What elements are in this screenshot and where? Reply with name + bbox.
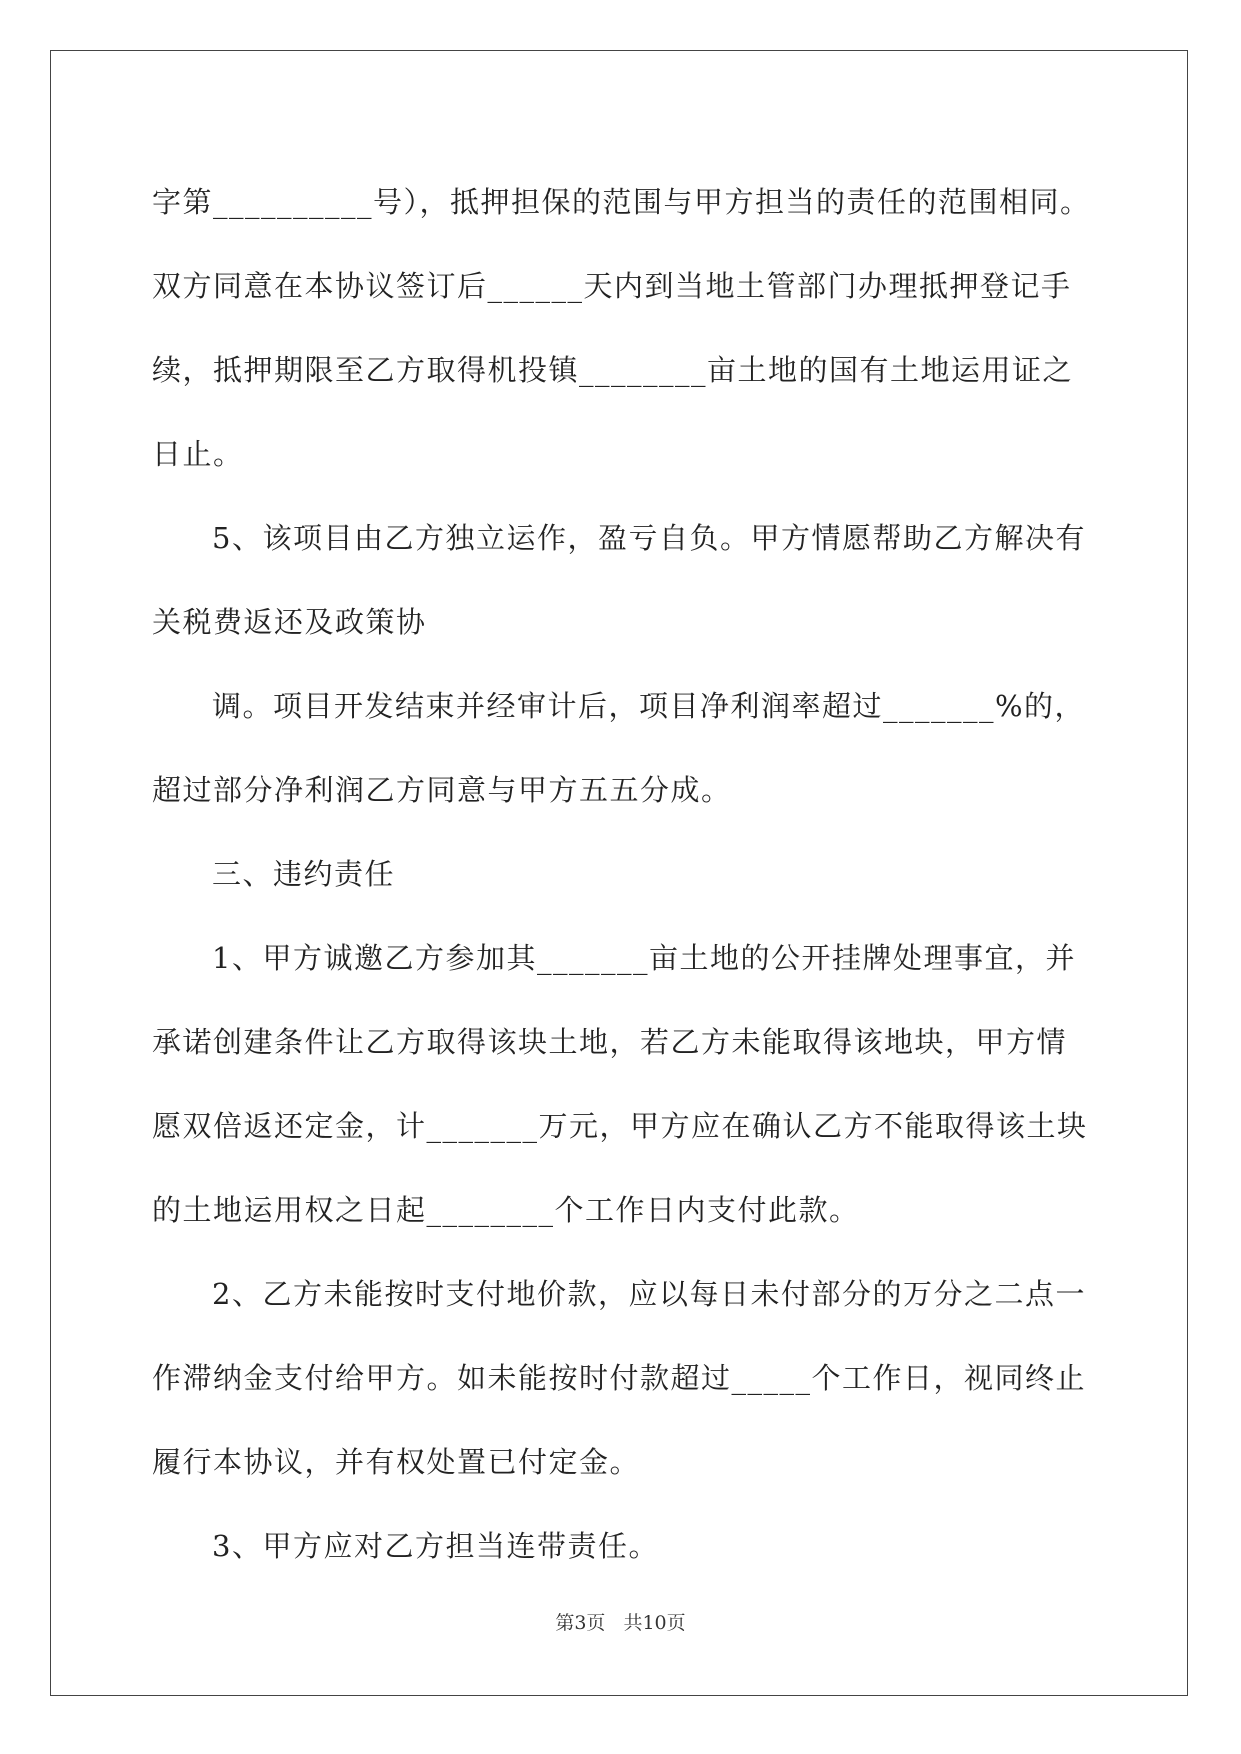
text-line: 超过部分净利润乙方同意与甲方五五分成。 — [152, 773, 732, 807]
text-line: 1、甲方诚邀乙方参加其_______亩土地的公开挂牌处理事宜，并 — [212, 941, 1076, 975]
page-number: 第3页 — [555, 1612, 606, 1634]
page-footer — [0, 1608, 1241, 1635]
text-line: 关税费返还及政策协 — [152, 605, 427, 639]
page-total: 共10页 — [623, 1612, 686, 1634]
text-line: 2、乙方未能按时支付地价款，应以每日未付部分的万分之二点一 — [212, 1277, 1086, 1311]
text-line: 日止。 — [152, 437, 244, 471]
text-line: 字第__________号），抵押担保的范围与甲方担当的责任的范围相同。 — [152, 185, 1091, 219]
section-heading: 三、违约责任 — [212, 857, 396, 891]
text-line: 履行本协议，并有权处置已付定金。 — [152, 1445, 641, 1479]
text-line: 双方同意在本协议签订后______天内到当地土管部门办理抵押登记手 — [152, 269, 1072, 303]
document-body — [152, 160, 1092, 1588]
text-line: 续，抵押期限至乙方取得机投镇________亩土地的国有土地运用证之 — [152, 353, 1074, 387]
text-line: 的土地运用权之日起________个工作日内支付此款。 — [152, 1193, 860, 1227]
text-line: 调。项目开发结束并经审计后，项目净利润率超过_______%的， — [212, 689, 1086, 723]
text-line: 承诺创建条件让乙方取得该块土地，若乙方未能取得该地块，甲方情 — [152, 1025, 1068, 1059]
text-line: 5、该项目由乙方独立运作，盈亏自负。甲方情愿帮助乙方解决有 — [212, 521, 1086, 555]
text-line: 3、甲方应对乙方担当连带责任。 — [212, 1529, 659, 1563]
text-line: 作滞纳金支付给甲方。如未能按时付款超过_____个工作日，视同终止 — [152, 1361, 1087, 1395]
text-line: 愿双倍返还定金，计_______万元，甲方应在确认乙方不能取得该土块 — [152, 1109, 1088, 1143]
